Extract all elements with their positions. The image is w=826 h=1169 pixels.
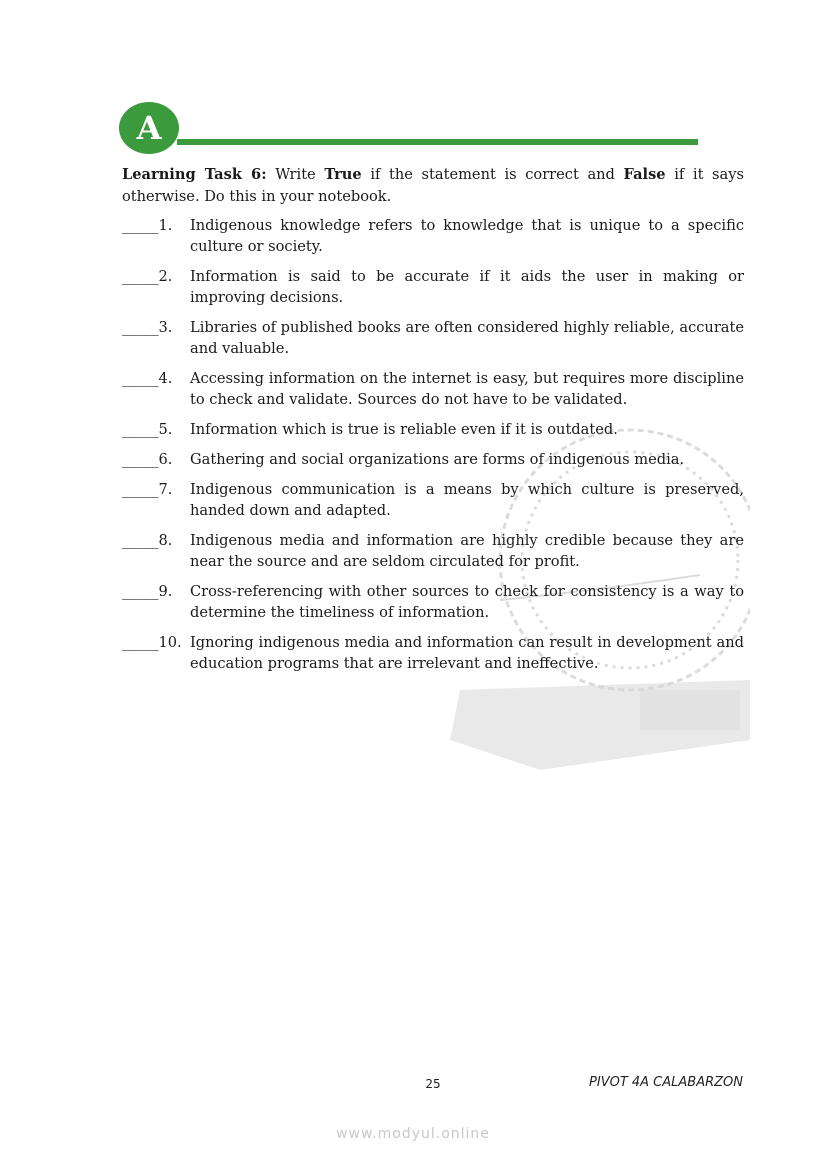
answer-blank-number: _____2.	[122, 268, 173, 285]
statement-text: Information is said to be accurate if it aids the user in making or improving decisions.	[190, 268, 744, 306]
site-watermark: www.modyul.online	[336, 1126, 490, 1142]
answer-blank-number: _____7.	[122, 481, 173, 498]
list-item	[122, 266, 744, 308]
list-item	[122, 632, 744, 674]
statement-text: Libraries of published books are often considered highly reliable, accurate and valuable.	[190, 319, 744, 357]
answer-blank-number: _____8.	[122, 532, 173, 549]
list-item	[122, 581, 744, 623]
list-item	[122, 215, 744, 257]
false-keyword: False	[623, 166, 666, 183]
answer-blank-number: _____1.	[122, 217, 173, 234]
statement-text: Cross-referencing with other sources to check for consistency is a way to determine the timeliness of information.	[190, 583, 744, 621]
list-item	[122, 368, 744, 410]
task-instructions	[122, 164, 744, 208]
answer-blank-number: _____5.	[122, 421, 173, 438]
list-item	[122, 479, 744, 521]
list-item	[122, 419, 744, 440]
true-false-items	[122, 215, 744, 683]
section-letter: A	[136, 109, 162, 147]
list-item	[122, 530, 744, 572]
statement-text: Indigenous knowledge refers to knowledge that is unique to a specific culture or society.	[190, 217, 744, 255]
task-label: Learning Task 6:	[122, 166, 267, 183]
section-a-badge	[119, 102, 179, 154]
footer-brand: PIVOT 4A CALABARZON	[589, 1075, 743, 1090]
answer-blank-number: _____4.	[122, 370, 173, 387]
statement-text: Information which is true is reliable even if it is outdated.	[190, 421, 618, 438]
statement-text: Indigenous communication is a means by which culture is preserved, handed down and adapted.	[190, 481, 744, 519]
statement-text: Accessing information on the internet is easy, but requires more discipline to check and validate. Sources do not have to be validated.	[190, 370, 744, 408]
true-keyword: True	[324, 166, 362, 183]
section-divider-line	[177, 139, 698, 145]
statement-text: Gathering and social organizations are forms of indigenous media.	[190, 451, 685, 468]
answer-blank-number: _____6.	[122, 451, 173, 468]
instruction-text-3: if it says otherwise. Do this in your notebook.	[122, 166, 744, 205]
statement-text: Ignoring indigenous media and information can result in development and education programs that are irrelevant and ineffective.	[190, 634, 744, 672]
statement-text: Indigenous media and information are highly credible because they are near the source and are seldom circulated for profit.	[190, 532, 744, 570]
answer-blank-number: _____3.	[122, 319, 173, 336]
list-item	[122, 449, 744, 470]
instruction-text-2: if the statement is correct and	[361, 166, 624, 183]
list-item	[122, 317, 744, 359]
answer-blank-number: _____9.	[122, 583, 173, 600]
instruction-text-1: Write	[266, 166, 325, 183]
page-number: 25	[425, 1077, 441, 1091]
answer-blank-number: _____10.	[122, 634, 182, 651]
